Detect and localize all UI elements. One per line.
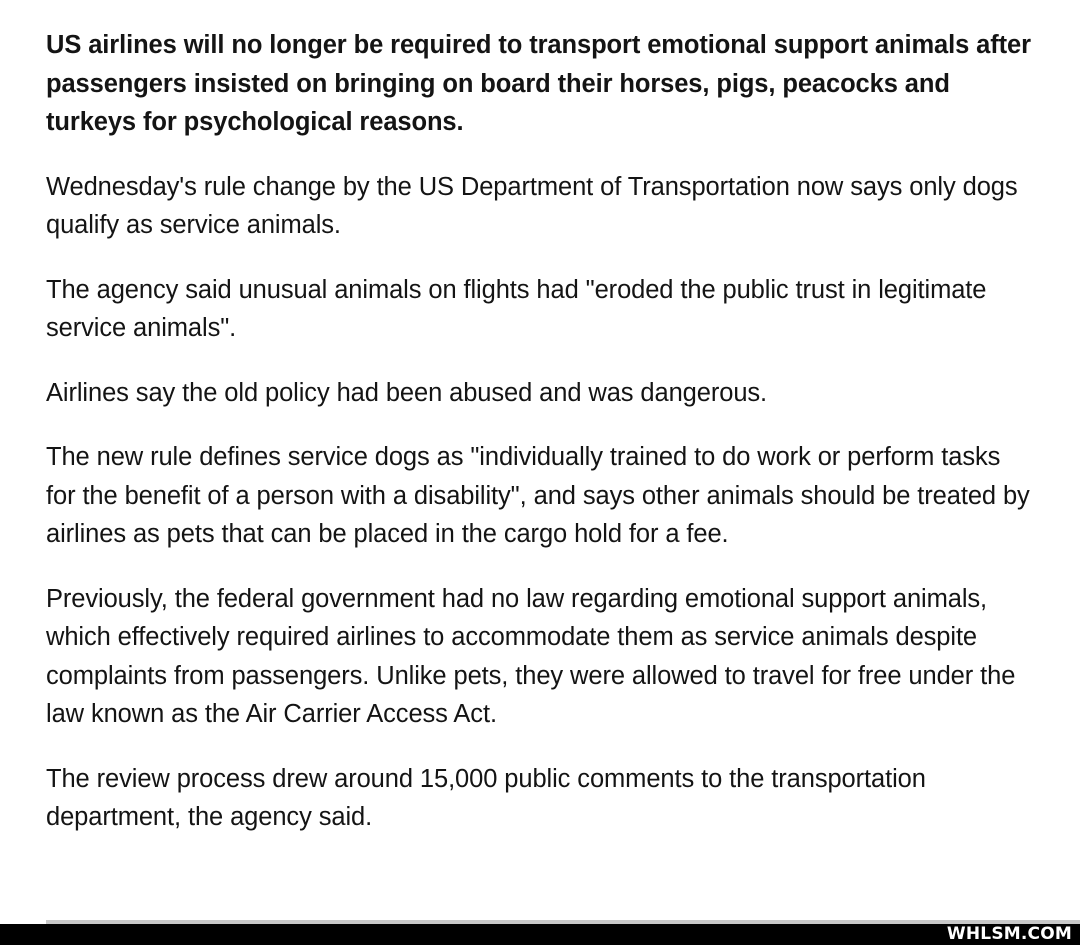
article-paragraph-2: The agency said unusual animals on flights had "eroded the public trust in legitimate service animals". — [46, 275, 987, 342]
article-paragraph-3: Airlines say the old policy had been abused and was dangerous. — [46, 378, 768, 407]
footer-bar — [0, 924, 1080, 945]
article-paragraph-4: The new rule defines service dogs as "individually trained to do work or perform tasks for the benefit of a person with a disability", and says other animals should be treated by airlines as pets that can be placed in the cargo hold for a fee. — [46, 443, 1030, 548]
article-body — [46, 26, 1036, 837]
article-paragraph-1: Wednesday's rule change by the US Department of Transportation now says only dogs qualify as service animals. — [46, 172, 1018, 239]
article-lead: US airlines will no longer be required to transport emotional support animals after passengers insisted on bringing on board their horses, pigs, peacocks and turkeys for psychological reasons. — [46, 31, 1031, 136]
watermark: WHLSM.COM — [946, 924, 1072, 944]
article-paragraph-5: Previously, the federal government had no law regarding emotional support animals, which effectively required airlines to accommodate them as service animals despite complaints from passengers. Unlike pets, they were allowed to travel for free under the law known as the Air Carrier Access Act. — [46, 584, 1016, 728]
article-paragraph-6: The review process drew around 15,000 public comments to the transportation department, the agency said. — [46, 764, 926, 831]
